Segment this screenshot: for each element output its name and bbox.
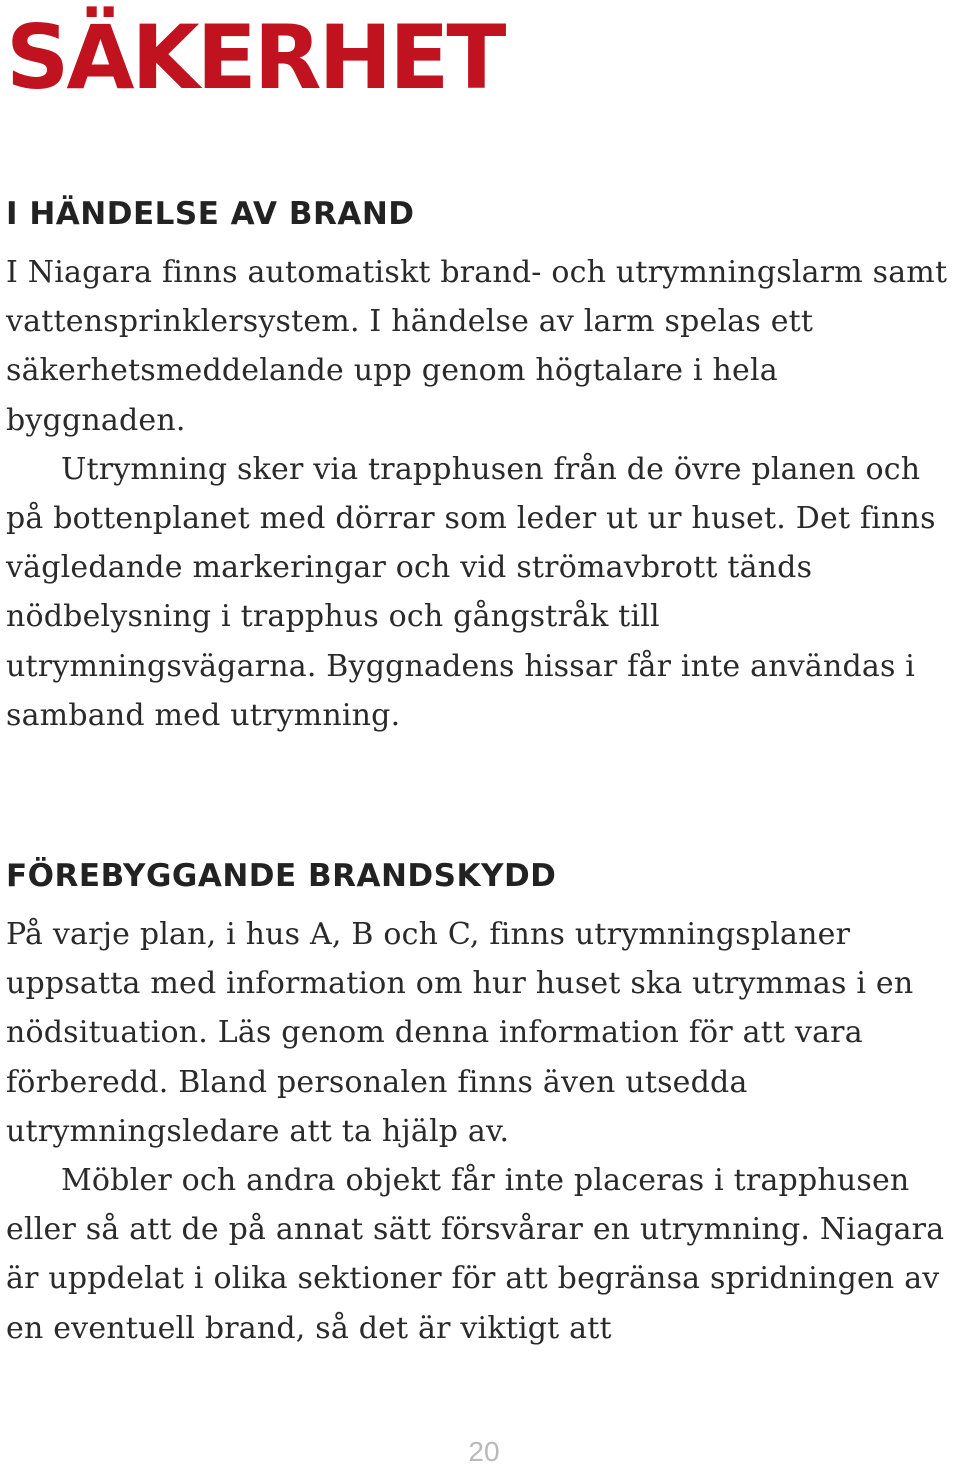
paragraph: Möbler och andra objekt får inte placeras i trapphusen eller så att de på annat sätt försvårar en utrymning. Niagara är uppdelat i olika sektioner för att begränsa spridningen av en eventuell brand, så det är viktigt att — [6, 1163, 945, 1346]
section-fire-prevention — [6, 856, 956, 1353]
section-heading: I HÄNDELSE AV BRAND — [6, 196, 415, 232]
section-fire-event — [6, 194, 956, 740]
page-title: SÄKERHET — [6, 6, 504, 109]
paragraph: Utrymning sker via trapphusen från de övre planen och på bottenplanet med dörrar som leder ut ur huset. Det finns vägledande markeringar och vid strömavbrott tänds nödbelysning i trapphus och gångstråk till utrymningsvägarna. Byggnadens hissar får inte användas i samband med utrymning. — [6, 451, 936, 733]
paragraph: På varje plan, i hus A, B och C, finns utrymningsplaner uppsatta med information om hur huset ska utrymmas i en nödsituation. Läs genom denna information för att vara förberedd. Bland personalen finns även utsedda utrymningsledare att ta hjälp av. — [6, 917, 914, 1149]
section-heading: FÖREBYGGANDE BRANDSKYDD — [6, 858, 557, 894]
paragraph: I Niagara finns automatiskt brand- och utrymningslarm samt vattensprinklersystem. I händelse av larm spelas ett säkerhetsmeddelande upp genom högtalare i hela byggnaden. — [6, 255, 948, 438]
page-number: 20 — [468, 1436, 500, 1467]
